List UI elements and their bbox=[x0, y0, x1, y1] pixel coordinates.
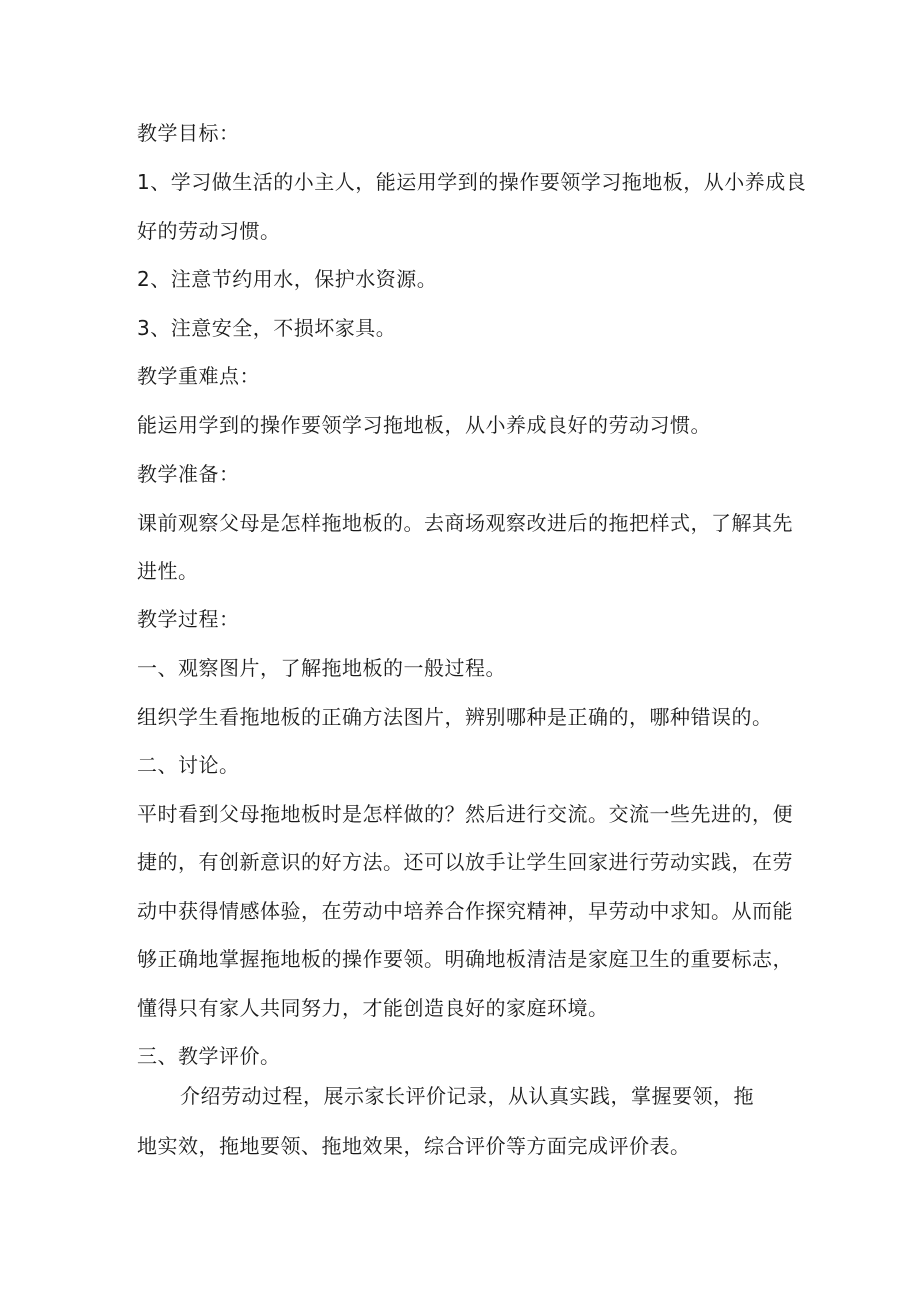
key-points-text: 能运用学到的操作要领学习拖地板，从小养成良好的劳动习惯。 bbox=[137, 413, 711, 437]
process-step-2-line-5: 懂得只有家人共同努力，才能创造良好的家庭环境。 bbox=[137, 996, 609, 1020]
objective-1-line-1: 1、学习做生活的小主人，能运用学到的操作要领学习拖地板，从小养成良 bbox=[137, 170, 807, 194]
process-step-1-title: 一、观察图片，了解拖地板的一般过程。 bbox=[137, 656, 506, 680]
preparation-line-1: 课前观察父母是怎样拖地板的。去商场观察改进后的拖把样式，了解其先 bbox=[137, 511, 793, 535]
process-step-2-line-4: 够正确地掌握拖地板的操作要领。明确地板清洁是家庭卫生的重要标志， bbox=[137, 947, 793, 971]
process-step-1-text: 组织学生看拖地板的正确方法图片，辨别哪种是正确的，哪种错误的。 bbox=[137, 705, 773, 729]
objective-1-line-2: 好的劳动习惯。 bbox=[137, 219, 281, 243]
process-step-2-line-3: 动中获得情感体验，在劳动中培养合作探究精神，早劳动中求知。从而能 bbox=[137, 899, 793, 923]
process-step-2-line-1: 平时看到父母拖地板时是怎样做的？然后进行交流。交流一些先进的，便 bbox=[137, 802, 793, 826]
objective-3: 3、注意安全，不损坏家具。 bbox=[137, 316, 397, 340]
objective-2: 2、注意节约用水，保护水资源。 bbox=[137, 267, 438, 291]
process-step-3-line-1: 介绍劳动过程，展示家长评价记录，从认真实践，掌握要领，拖 bbox=[180, 1084, 754, 1108]
heading-process: 教学过程： bbox=[137, 607, 240, 631]
heading-key-points: 教学重难点： bbox=[137, 364, 260, 388]
heading-preparation: 教学准备： bbox=[137, 462, 240, 486]
preparation-line-2: 进性。 bbox=[137, 559, 199, 583]
process-step-3-title: 三、教学评价。 bbox=[137, 1044, 281, 1068]
process-step-2-title: 二、讨论。 bbox=[137, 753, 240, 777]
process-step-3-line-2: 地实效，拖地要领、拖地效果，综合评价等方面完成评价表。 bbox=[137, 1134, 691, 1158]
heading-objectives: 教学目标： bbox=[137, 121, 240, 145]
process-step-2-line-2: 捷的，有创新意识的好方法。还可以放手让学生回家进行劳动实践，在劳 bbox=[137, 850, 793, 874]
